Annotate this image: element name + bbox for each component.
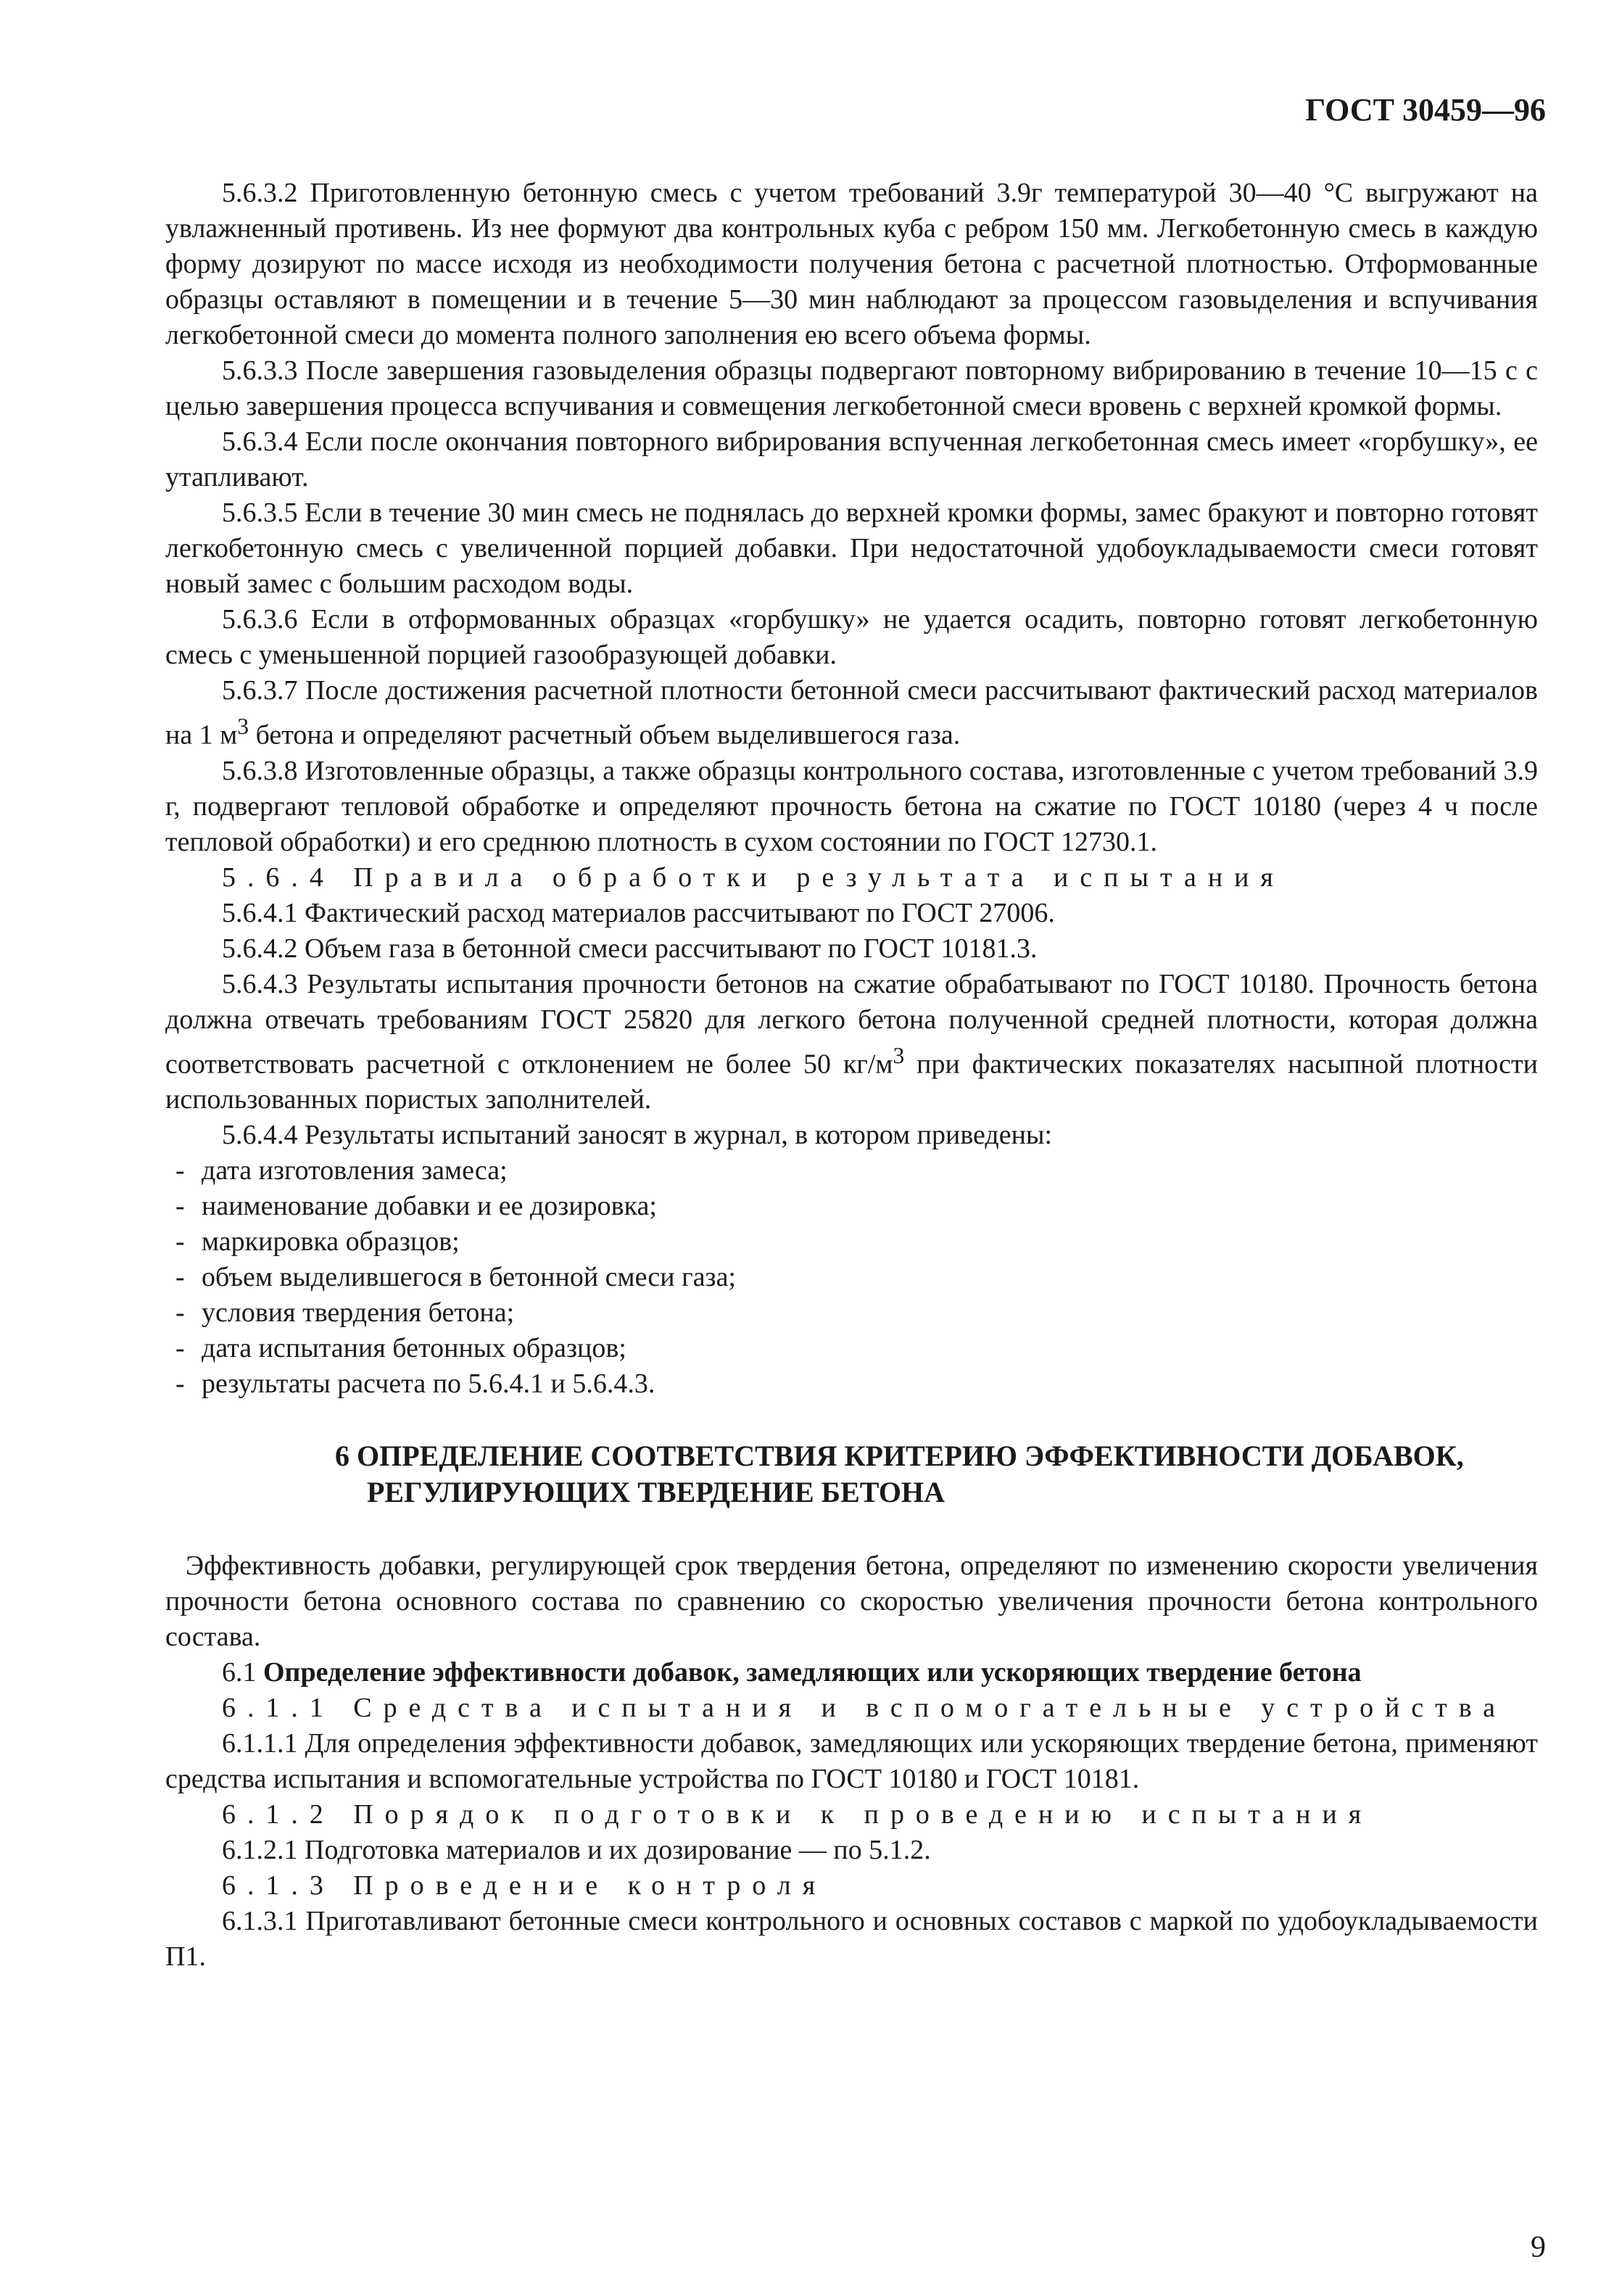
paragraph-5-6-3-5: 5.6.3.5 Если в течение 30 мин смесь не поднялась до верхней кромки формы, замес бракуют и повторно готовят легкобетонную смесь с увеличенной порцией добавки. При недостаточной удобоукладываемости смеси готовят новый замес с большим расходом воды.	[165, 497, 1538, 599]
journal-list	[165, 1153, 1538, 1402]
superscript-3: 3	[893, 1042, 905, 1068]
section-6-intro: Эффективность добавки, регулирующей срок твердения бетона, определяют по изменению скорости увеличения прочности бетона основного состава по сравнению со скоростью увеличения прочности бетона контрольного состава.	[165, 1550, 1538, 1653]
list-item	[175, 1331, 1538, 1366]
paragraph-5-6-3-4: 5.6.3.4 Если после окончания повторного вибрирования вспученная легкобетонная смесь имеет «горбушку», ее утапливают.	[165, 426, 1538, 492]
page-number: 9	[1531, 2231, 1546, 2264]
list-item	[175, 1366, 1538, 1402]
section-6-heading	[165, 1438, 1538, 1511]
paragraph-5-6-4-1: 5.6.4.1 Фактический расход материалов рассчитывают по ГОСТ 27006.	[222, 897, 1055, 928]
list-marker: -	[175, 1262, 185, 1293]
paragraph-5-6-3-2: 5.6.3.2 Приготовленную бетонную смесь с учетом требований 3.9г температурой 30—40 °С выгружают на увлажненный противень. Из нее формуют два контрольных куба с ребром 150 мм. Легкобетонную смесь в каждую форму дозируют по массе исходя из необходимости получения бетона с расчетной плотностью. Отформованные образцы оставляют в помещении и в течение 5—30 мин наблюдают за процессом газовыделения и вспучивания легкобетонной смеси до момента полного заполнения ею всего объема формы.	[165, 178, 1538, 350]
paragraph-5-6-3-7	[165, 673, 1538, 753]
paragraph-6-1-3-1: 6.1.3.1 Приготавливают бетонные смеси контрольного и основных составов с маркой по удобоукладываемости П1.	[165, 1906, 1538, 1973]
paragraph-5-6-4-3	[165, 967, 1538, 1118]
paragraph-5-6-4-4: 5.6.4.4 Результаты испытаний заносят в журнал, в котором приведены:	[222, 1120, 1053, 1151]
list-marker: -	[175, 1368, 185, 1400]
subheading-6-1-3: 6.1.3 Проведение контроля	[222, 1870, 827, 1901]
list-item-text: наименование добавки и ее дозировка;	[202, 1191, 657, 1222]
paragraph-5-6-3-3: 5.6.3.3 После завершения газовыделения образцы подвергают повторному вибрированию в течение 10—15 с с целью завершения процесса вспучивания и совмещения легкобетонной смеси вровень с верхней кромкой формы.	[165, 355, 1538, 421]
document-body	[165, 175, 1538, 1975]
list-item-text: дата изготовления замеса;	[202, 1155, 508, 1186]
subheading-5-6-4: 5.6.4 Правила обработки результата испытания	[222, 862, 1285, 893]
standard-number: ГОСТ 30459—96	[1305, 92, 1546, 128]
list-item-text: результаты расчета по 5.6.4.1 и 5.6.4.3.	[202, 1368, 655, 1400]
section-6-heading-line-2: РЕГУЛИРУЮЩИХ ТВЕРДЕНИЕ БЕТОНА	[367, 1476, 945, 1509]
paragraph-5-6-3-7-text-b: бетона и определяют расчетный объем выделившегося газа.	[249, 719, 961, 751]
paragraph-5-6-3-8: 5.6.3.8 Изготовленные образцы, а также образцы контрольного состава, изготовленные с учетом требований 3.9 г, подвергают тепловой обработке и определяют прочность бетона на сжатие по ГОСТ 10180 (через 4 ч после тепловой обработки) и его среднюю плотность в сухом состоянии по ГОСТ 12730.1.	[165, 755, 1538, 857]
list-marker: -	[175, 1155, 185, 1186]
list-item	[175, 1295, 1538, 1331]
paragraph-5-6-4-3-text-b: при фактических показателях насыпной плотности использованных пористых заполнителей.	[165, 1049, 1538, 1115]
list-marker: -	[175, 1333, 185, 1364]
subheading-6-1-title: Определение эффективности добавок, замедляющих или ускоряющих твердение бетона	[263, 1657, 1362, 1688]
subheading-6-1	[165, 1655, 1538, 1690]
list-marker: -	[175, 1297, 185, 1329]
list-item-text: объем выделившегося в бетонной смеси газа;	[202, 1262, 736, 1293]
list-item-text: дата испытания бетонных образцов;	[202, 1333, 626, 1364]
paragraph-5-6-4-3-text-a: 5.6.4.3 Результаты испытания прочности бетонов на сжатие обрабатывают по ГОСТ 10180. Прочность бетона должна отвечать требованиям ГОСТ 25820 для легкого бетона полученной средней плотности, которая должна соответствовать расчетной с отклонением не более 50 кг/м	[165, 968, 1538, 1080]
list-item-text: маркировка образцов;	[202, 1226, 460, 1258]
list-marker: -	[175, 1226, 185, 1258]
section-6-heading-line-1: 6 ОПРЕДЕЛЕНИЕ СООТВЕТСТВИЯ КРИТЕРИЮ ЭФФЕКТИВНОСТИ ДОБАВОК,	[335, 1440, 1464, 1473]
paragraph-5-6-3-7-text-a: 5.6.3.7 После достижения расчетной плотности бетонной смеси рассчитывают фактический расход материалов на 1 м	[165, 675, 1538, 751]
paragraph-5-6-4-2: 5.6.4.2 Объем газа в бетонной смеси рассчитывают по ГОСТ 10181.3.	[222, 933, 1038, 964]
paragraph-5-6-3-6: 5.6.3.6 Если в отформованных образцах «горбушку» не удается осадить, повторно готовят легкобетонную смесь с уменьшенной порцией газообразующей добавки.	[165, 604, 1538, 670]
list-item	[175, 1189, 1538, 1224]
list-item	[175, 1153, 1538, 1189]
subheading-6-1-number: 6.1	[222, 1657, 257, 1688]
list-item	[175, 1260, 1538, 1295]
list-item	[175, 1224, 1538, 1260]
list-marker: -	[175, 1191, 185, 1222]
list-item-text: условия твердения бетона;	[202, 1297, 515, 1329]
subheading-6-1-1: 6.1.1 Средства испытания и вспомогательные устройства	[222, 1693, 1507, 1724]
paragraph-6-1-2-1: 6.1.2.1 Подготовка материалов и их дозирование — по 5.1.2.	[222, 1835, 931, 1866]
subheading-6-1-2: 6.1.2 Порядок подготовки к проведению испытания	[222, 1799, 1373, 1830]
superscript-3: 3	[237, 714, 249, 739]
paragraph-6-1-1-1: 6.1.1.1 Для определения эффективности добавок, замедляющих или ускоряющих твердение бетона, применяют средства испытания и вспомогательные устройства по ГОСТ 10180 и ГОСТ 10181.	[165, 1728, 1538, 1795]
